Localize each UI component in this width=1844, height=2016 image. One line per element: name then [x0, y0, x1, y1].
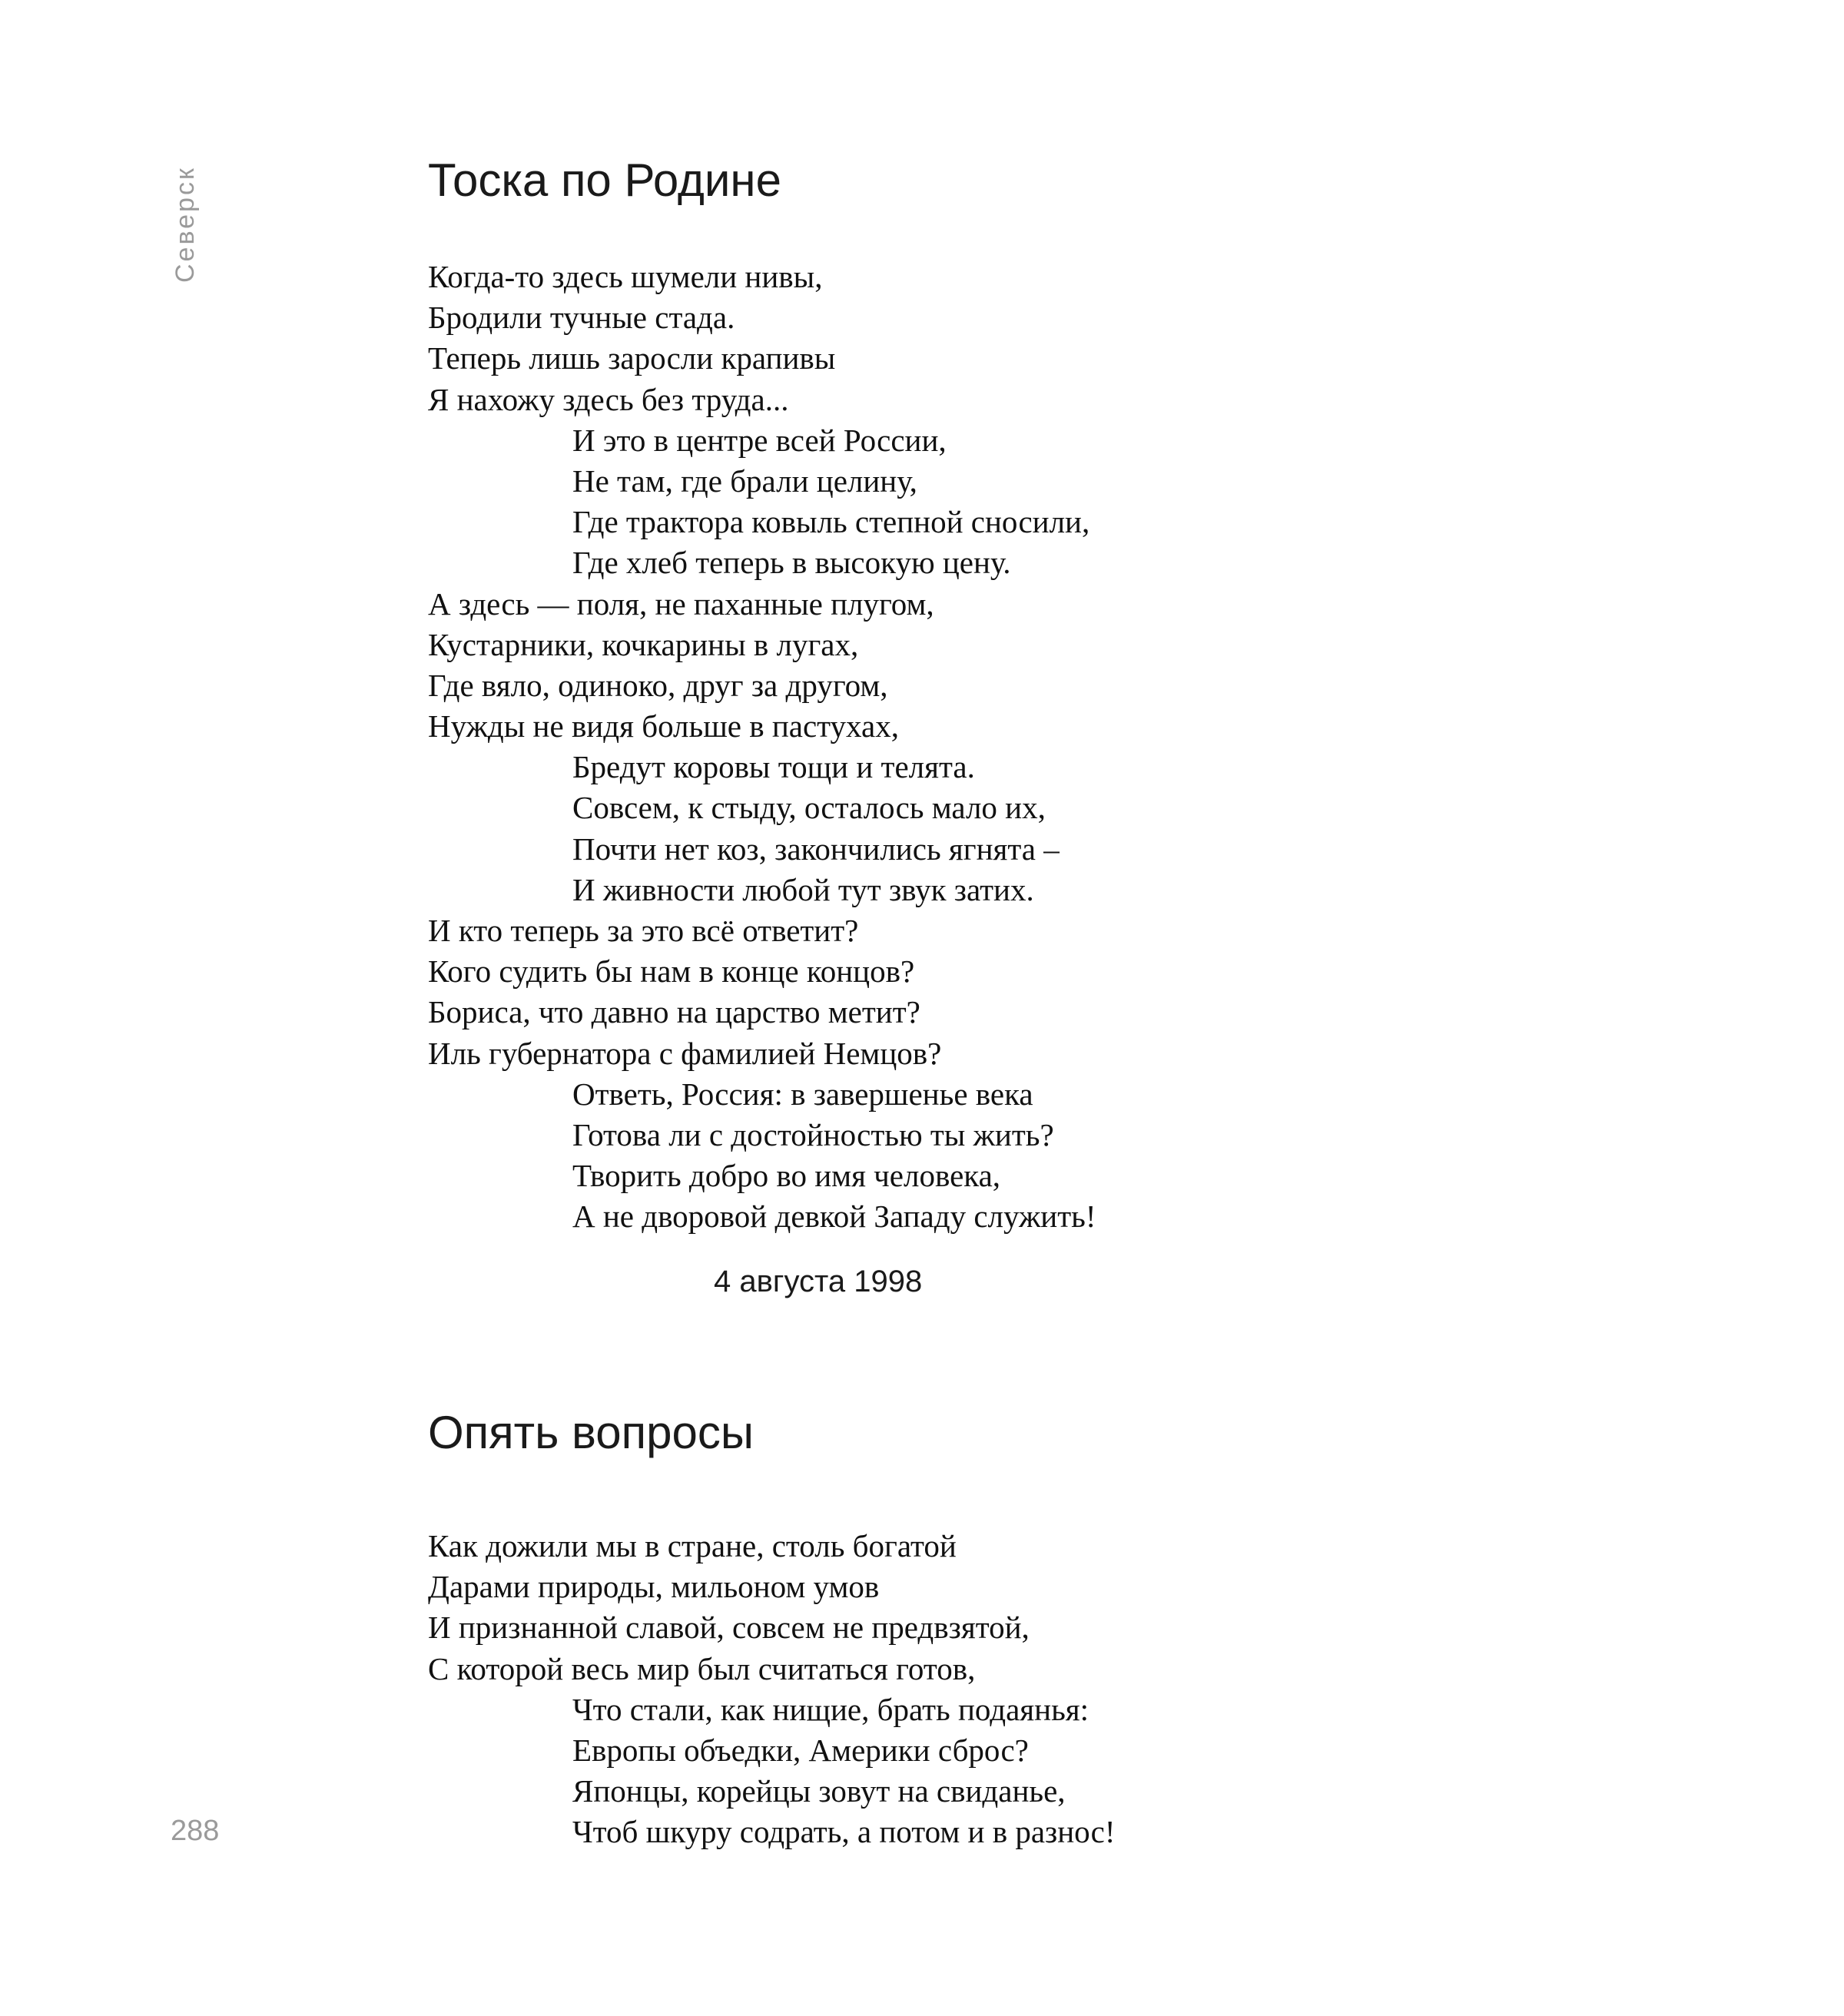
- poem-line: Кого судить бы нам в конце концов?: [428, 953, 915, 990]
- poem-line: Бориса, что давно на царство метит?: [428, 994, 920, 1030]
- poem-line: А не дворовой девкой Западу служить!: [572, 1199, 1096, 1235]
- poem-line: А здесь — поля, не паханные плугом,: [428, 585, 934, 622]
- poem-line: Чтоб шкуру содрать, а потом и в разнос!: [572, 1814, 1116, 1850]
- poem-line: И это в центре всей России,: [572, 422, 947, 458]
- poem-title: Тоска по Родине: [428, 154, 781, 206]
- poem-line: Где трактора ковыль степной сносили,: [572, 504, 1090, 540]
- poem-line: Ответь, Россия: в завершенье века: [572, 1076, 1033, 1112]
- poem-line: Творить добро во имя человека,: [572, 1158, 1001, 1194]
- poem-line: Нужды не видя больше в пастухах,: [428, 708, 899, 744]
- poem-line: Не там, где брали целину,: [572, 463, 917, 499]
- poem-line: Где вяло, одиноко, друг за другом,: [428, 667, 888, 703]
- running-head: [161, 167, 207, 283]
- poem-line: Когда-то здесь шумели нивы,: [428, 259, 823, 294]
- page-number: 288: [171, 1815, 220, 1847]
- poem-line: Японцы, корейцы зовут на свиданье,: [572, 1773, 1066, 1809]
- poem-title: Опять вопросы: [428, 1407, 754, 1458]
- poem-date: 4 августа 1998: [714, 1265, 923, 1298]
- poem-line: И кто теперь за это всё ответит?: [428, 913, 859, 948]
- poem-line: Бредут коровы тощи и телята.: [572, 749, 975, 785]
- poem-body: [428, 257, 1096, 1238]
- poem-line: Где хлеб теперь в высокую цену.: [572, 545, 1011, 581]
- poem-line: Почти нет коз, закончились ягнята –: [572, 831, 1060, 867]
- poem-line: С которой весь мир был считаться готов,: [428, 1650, 976, 1686]
- poem-line: И живности любой тут звук затих.: [572, 871, 1034, 907]
- poem-body: [428, 1526, 1116, 1853]
- poem-line: Совсем, к стыду, осталось мало их,: [572, 790, 1046, 826]
- poem-line: Как дожили мы в стране, столь богатой: [428, 1528, 957, 1563]
- poem-line: Готова ли с достойностью ты жить?: [572, 1116, 1054, 1152]
- running-head-text: Северск: [171, 166, 200, 283]
- poem-line: И признанной славой, совсем не предвзятой,: [428, 1610, 1030, 1646]
- poem-line: Кустарники, кочкарины в лугах,: [428, 626, 859, 662]
- poem-line: Бродили тучные стада.: [428, 300, 735, 336]
- poem-line: Я нахожу здесь без труда...: [428, 381, 789, 417]
- poem-line: Теперь лишь заросли крапивы: [428, 340, 836, 376]
- poem-line: Европы объедки, Америки сброс?: [572, 1732, 1029, 1768]
- poem-line: Что стали, как нищие, брать подаянья:: [572, 1691, 1089, 1727]
- poem-line: Иль губернатора с фамилией Немцов?: [428, 1035, 942, 1071]
- poem-line: Дарами природы, мильоном умов: [428, 1569, 880, 1605]
